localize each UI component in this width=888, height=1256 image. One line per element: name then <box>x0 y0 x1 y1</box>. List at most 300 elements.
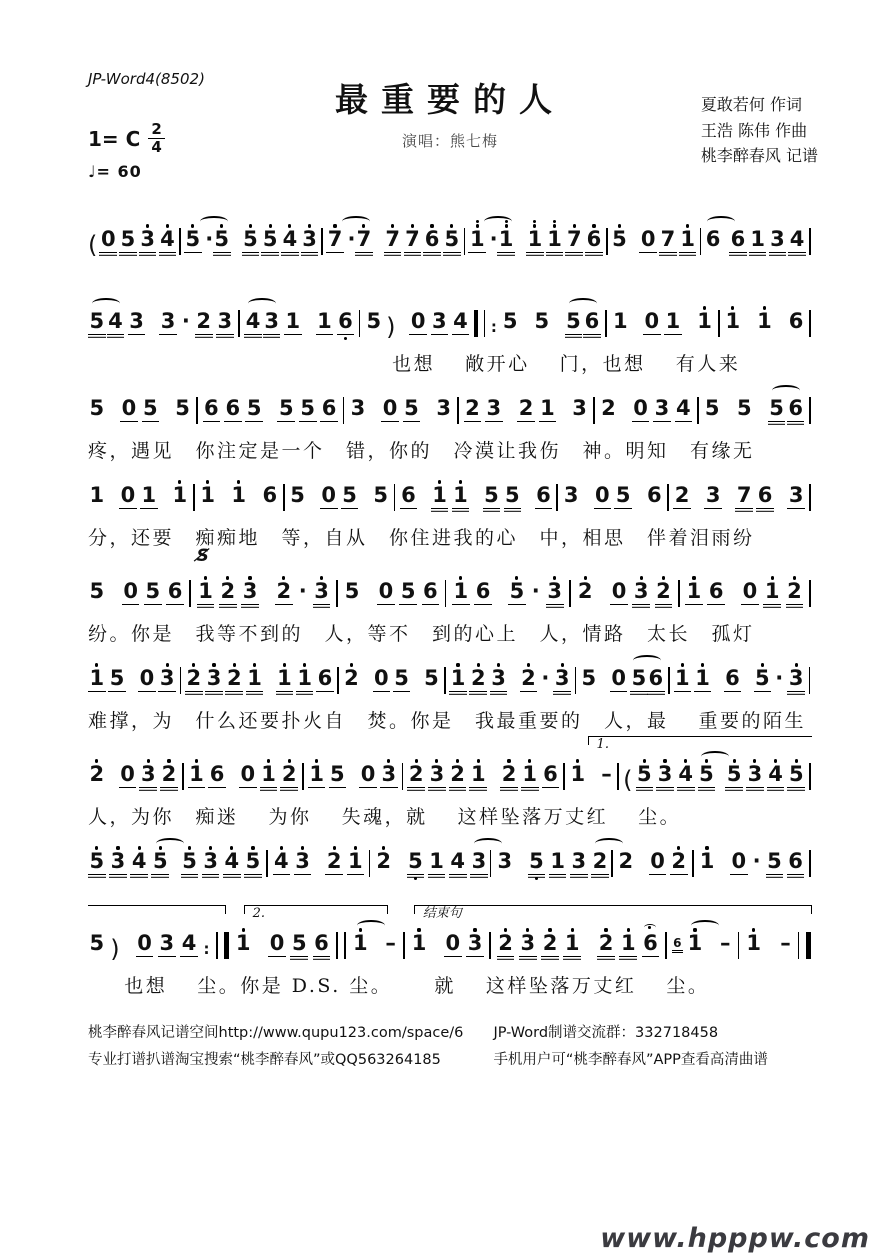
note-digit: 4 <box>676 395 691 420</box>
note-digit: 3 <box>520 930 536 955</box>
note-digit: 5 <box>484 482 499 507</box>
grace-digit: 6 <box>672 937 682 953</box>
note <box>562 470 580 521</box>
note <box>108 653 126 704</box>
note-digit: 2 <box>344 665 359 690</box>
barline <box>718 310 720 337</box>
note <box>685 566 703 617</box>
barline <box>484 310 486 337</box>
note-upper-dots <box>280 836 283 850</box>
slur-tie-arc <box>156 838 184 849</box>
barline <box>798 932 800 959</box>
note-digit: 1 <box>297 665 312 690</box>
barline <box>359 310 361 337</box>
note-digit: 3 <box>633 578 649 603</box>
note <box>570 836 588 887</box>
note-digit: 3 <box>159 930 175 955</box>
note <box>655 566 673 617</box>
note <box>199 470 217 521</box>
note-digit: 5 <box>246 395 262 420</box>
note <box>519 918 537 969</box>
note-upper-dots <box>116 836 119 850</box>
note-digit: 3 <box>140 226 155 251</box>
note-upper-dots <box>476 214 479 228</box>
note <box>280 749 298 800</box>
note <box>542 749 560 800</box>
note-digit: 0 <box>360 761 376 786</box>
barline <box>336 932 338 959</box>
note-digit: 0 <box>100 226 116 251</box>
note-digit: 3 <box>436 395 451 420</box>
note-upper-dots <box>573 214 576 228</box>
note-digit: 1 <box>498 226 514 251</box>
note-upper-dots <box>411 214 414 228</box>
note <box>225 653 243 704</box>
note-upper-dots <box>527 653 530 667</box>
note-upper-dots <box>761 653 764 667</box>
note <box>205 653 223 704</box>
note-upper-dots <box>320 566 323 580</box>
note <box>268 918 286 969</box>
note-digit: 0 <box>321 482 337 507</box>
note <box>549 836 567 887</box>
note-digit: 6 <box>584 308 600 333</box>
note <box>140 470 158 521</box>
barline-thick <box>224 932 229 959</box>
note-digit: 6 <box>757 482 773 507</box>
note-upper-dots <box>354 836 357 850</box>
note <box>508 566 526 617</box>
note <box>301 214 319 265</box>
note-digit: – <box>780 930 791 955</box>
note <box>707 566 725 617</box>
note-digit: 2 <box>498 930 513 955</box>
note <box>443 214 461 265</box>
footer-right <box>493 1020 812 1074</box>
note <box>343 566 361 617</box>
note <box>571 383 589 434</box>
note-digit: 3 <box>788 482 804 507</box>
note <box>431 470 449 521</box>
note <box>530 566 541 617</box>
note <box>372 470 390 521</box>
note-upper-dots <box>548 918 551 932</box>
grace-note <box>672 937 682 953</box>
barline <box>569 580 571 607</box>
note <box>400 470 418 521</box>
note <box>535 470 553 521</box>
note-digit: 7 <box>566 226 582 251</box>
note-upper-dots <box>303 653 306 667</box>
barline-thick <box>474 310 479 337</box>
note-digit: 3 <box>242 578 258 603</box>
note-digit: 5 <box>394 665 409 690</box>
note-upper-dots <box>166 214 169 228</box>
note <box>203 383 221 434</box>
note <box>756 470 774 521</box>
note-digit: 3 <box>657 761 673 786</box>
key-label: 1= C <box>88 126 141 151</box>
note-digit: 0 <box>269 930 285 955</box>
note-upper-dots <box>795 749 798 763</box>
note <box>553 653 571 704</box>
note <box>673 470 691 521</box>
note-upper-dots <box>584 566 587 580</box>
lyrics-line: 纷。你是 我等不到的 人，等不 到的心上 人，情路 太长 孤灯 <box>88 623 755 645</box>
note <box>208 749 226 800</box>
note-upper-dots <box>576 749 579 763</box>
note <box>639 214 657 265</box>
note <box>611 214 629 265</box>
footer-qq-group: JP-Word制谱交流群：332718458 <box>493 1025 719 1041</box>
lyrics-line: 也想 敞开心 门，也想 有人来 <box>392 353 741 375</box>
barline <box>445 580 447 607</box>
note <box>347 836 365 887</box>
note <box>224 383 242 434</box>
note-digit: 1 <box>570 761 586 786</box>
parenthesis: ( <box>88 231 98 259</box>
note-digit: 1 <box>429 848 444 873</box>
note-upper-dots <box>166 653 169 667</box>
note-digit: 4 <box>453 308 468 333</box>
note <box>281 214 299 265</box>
note-upper-dots <box>333 836 336 850</box>
barline <box>809 580 811 607</box>
note-upper-dots <box>681 653 684 667</box>
note-digit: 1 <box>198 578 213 603</box>
note-digit: 2 <box>89 761 105 786</box>
barline <box>489 932 491 959</box>
note-digit: 3 <box>129 308 144 333</box>
time-denominator: 4 <box>151 138 162 156</box>
note-upper-dots <box>315 749 318 763</box>
note-digit: 2 <box>501 761 517 786</box>
slur-tie-arc <box>484 216 512 227</box>
note-digit: 6 <box>708 578 724 603</box>
note <box>423 214 441 265</box>
note-digit: 1 <box>189 761 204 786</box>
note-digit: · <box>489 226 498 251</box>
note <box>541 918 559 969</box>
note-digit: 7 <box>327 226 343 251</box>
note-digit: 0 <box>121 395 137 420</box>
note-digit: 3 <box>350 395 366 420</box>
note <box>88 749 106 800</box>
note <box>158 653 176 704</box>
note-digit: 3 <box>467 930 483 955</box>
note-digit: 3 <box>491 665 506 690</box>
note-digit: 3 <box>314 578 329 603</box>
note-digit: 2 <box>450 761 465 786</box>
note <box>88 653 106 704</box>
note-digit: 5 <box>509 578 525 603</box>
note <box>497 918 515 969</box>
note-digit: 1 <box>450 665 466 690</box>
barline <box>575 667 577 694</box>
note-digit: 3 <box>788 665 804 690</box>
note-digit: 1 <box>309 761 324 786</box>
note <box>521 749 539 800</box>
note-upper-dots <box>147 749 150 763</box>
barline <box>697 397 699 424</box>
note-digit: 2 <box>465 395 480 420</box>
note <box>452 470 470 521</box>
note <box>202 836 220 887</box>
parenthesis: ( <box>623 766 633 794</box>
note-digit: 5 <box>737 395 752 420</box>
note-digit: 1 <box>725 308 741 333</box>
note-digit: 6 <box>209 761 225 786</box>
note <box>444 918 462 969</box>
note <box>325 836 343 887</box>
note <box>469 653 487 704</box>
slur-tie-arc <box>200 216 228 227</box>
note-digit: 3 <box>705 482 721 507</box>
note <box>320 383 338 434</box>
composer-credit: 王浩 陈伟 作曲 <box>700 120 808 140</box>
note <box>180 918 198 969</box>
note-digit: 2 <box>376 848 392 873</box>
note <box>197 566 215 617</box>
note-digit: 6 <box>536 482 551 507</box>
note-upper-dots <box>435 749 438 763</box>
note-digit: 3 <box>302 226 317 251</box>
note-upper-dots <box>795 653 798 667</box>
volta-label: 结束句 <box>422 906 462 921</box>
note <box>230 470 248 521</box>
note-digit: 1 <box>612 308 628 333</box>
octave-dot <box>553 220 556 223</box>
barline <box>809 397 811 424</box>
sheet-page <box>88 66 818 1074</box>
note <box>119 470 137 521</box>
note <box>239 749 257 800</box>
note-digit: 1 <box>261 761 276 786</box>
note-digit: 0 <box>731 848 747 873</box>
barline <box>668 667 670 694</box>
note <box>788 214 806 265</box>
note <box>119 214 137 265</box>
note-digit: 5 <box>342 482 357 507</box>
note-digit: 0 <box>742 578 758 603</box>
note-digit: 2 <box>656 578 671 603</box>
note-digit: 1 <box>277 665 292 690</box>
note <box>464 383 482 434</box>
note-upper-dots <box>703 296 706 310</box>
note-digit: 2 <box>518 395 534 420</box>
note-digit: 6 <box>424 226 440 251</box>
note-digit: 2 <box>521 665 536 690</box>
note-digit: 6 <box>262 482 278 507</box>
note-upper-dots <box>627 918 630 932</box>
note-digit: 6 <box>167 578 183 603</box>
note-upper-dots <box>333 214 336 228</box>
note-upper-dots <box>604 918 607 932</box>
note-upper-dots <box>282 566 285 580</box>
note <box>540 653 551 704</box>
note-digit: – <box>385 930 396 955</box>
note-upper-dots <box>477 749 480 763</box>
note-row <box>88 570 812 616</box>
note-digit: 1 <box>686 578 702 603</box>
note-row <box>88 474 812 520</box>
note <box>171 470 189 521</box>
note-upper-dots <box>662 566 665 580</box>
note <box>452 296 470 347</box>
note <box>343 653 361 704</box>
note-digit: 4 <box>224 848 240 873</box>
note-digit: 1 <box>550 848 565 873</box>
note <box>275 566 293 617</box>
note-upper-dots <box>387 749 390 763</box>
note <box>88 836 106 887</box>
octave-dot <box>533 220 536 223</box>
note-digit: 2 <box>618 848 634 873</box>
note-upper-dots <box>459 470 462 484</box>
note-digit: 3 <box>160 308 176 333</box>
note-digit: 0 <box>123 578 138 603</box>
note <box>786 566 804 617</box>
note-digit: 3 <box>770 226 785 251</box>
note-digit: 4 <box>274 848 289 873</box>
note-digit: 1 <box>247 665 262 690</box>
music-system <box>88 218 812 264</box>
note <box>359 749 377 800</box>
note-digit: 5 <box>534 308 550 333</box>
note-digit: 2 <box>674 482 690 507</box>
parenthesis: ) <box>110 935 120 963</box>
note <box>787 470 805 521</box>
note-upper-dots <box>288 214 291 228</box>
note <box>501 296 519 347</box>
note-digit: 0 <box>137 930 152 955</box>
note <box>653 383 671 434</box>
note <box>234 918 252 969</box>
note-upper-dots <box>267 749 270 763</box>
note-digit: 6 <box>543 761 558 786</box>
barline <box>193 484 195 511</box>
note-digit: 3 <box>203 848 218 873</box>
note-digit: 1 <box>750 226 765 251</box>
note <box>138 653 156 704</box>
note <box>246 653 264 704</box>
note <box>273 836 291 887</box>
note <box>520 653 538 704</box>
note <box>316 296 334 347</box>
note <box>632 566 650 617</box>
note <box>380 749 398 800</box>
note-digit: 0 <box>633 395 648 420</box>
note <box>185 653 203 704</box>
barline <box>665 932 667 959</box>
note <box>730 836 748 887</box>
note-digit: 1 <box>675 665 690 690</box>
note-digit: 6 <box>730 226 746 251</box>
note <box>428 749 446 800</box>
note <box>636 749 654 800</box>
barline-thick <box>806 932 811 959</box>
note-digit: 3 <box>571 848 587 873</box>
note <box>410 918 428 969</box>
barline <box>809 850 811 877</box>
note <box>399 566 417 617</box>
note-digit: 5 <box>373 482 388 507</box>
note-digit: 5 <box>245 848 261 873</box>
note <box>144 566 162 617</box>
lyrics-line: 疼，遇见 你注定是一个 错，你的 冷漠让我伤 神。明知 有缘无 <box>88 440 755 462</box>
generator-label: JP-Word4(8502) <box>88 70 205 88</box>
note-upper-dots <box>528 749 531 763</box>
note-digit: 1 <box>231 482 247 507</box>
note-digit: 5 <box>330 761 345 786</box>
note-digit: 3 <box>471 848 487 873</box>
note-upper-dots <box>456 749 459 763</box>
note-digit: 6 <box>204 395 219 420</box>
note-digit: 3 <box>486 395 502 420</box>
note-digit: 0 <box>374 665 389 690</box>
note <box>180 296 191 347</box>
note-digit: 5 <box>637 761 652 786</box>
note-digit: 1 <box>235 930 251 955</box>
note <box>409 296 427 347</box>
note-upper-dots <box>644 918 656 932</box>
volta-label: 2. <box>252 906 266 921</box>
note-digit: 1 <box>470 761 486 786</box>
note-upper-dots <box>507 749 510 763</box>
note <box>88 383 106 434</box>
note-upper-dots <box>553 214 556 228</box>
note <box>393 653 411 704</box>
note-digit: 6 <box>225 395 241 420</box>
barline <box>180 667 182 694</box>
note <box>349 383 367 434</box>
note <box>610 653 628 704</box>
note <box>320 470 338 521</box>
note-digit: 2 <box>577 578 593 603</box>
note <box>109 836 127 887</box>
note-digit: 6 <box>725 665 740 690</box>
note-digit: 1 <box>453 578 469 603</box>
note <box>735 470 753 521</box>
note <box>466 918 484 969</box>
music-system <box>88 546 812 646</box>
note <box>384 214 402 265</box>
note <box>546 566 564 617</box>
note-upper-dots <box>692 566 695 580</box>
note <box>88 470 106 521</box>
note-digit: 6 <box>643 930 658 955</box>
music-system <box>88 657 812 733</box>
note-digit: 1 <box>695 665 710 690</box>
note-upper-dots <box>242 918 245 932</box>
note-digit: 6 <box>401 482 416 507</box>
note <box>576 566 594 617</box>
octave-dot <box>476 220 479 223</box>
note-upper-dots <box>248 566 251 580</box>
note <box>677 749 695 800</box>
note <box>122 566 140 617</box>
slur-tie-arc <box>569 298 597 309</box>
note <box>485 383 503 434</box>
note <box>88 918 106 969</box>
note-digit: 5 <box>89 578 105 603</box>
note <box>195 296 213 347</box>
note <box>245 383 263 434</box>
note-digit: 1 <box>527 226 543 251</box>
note-upper-dots <box>195 749 198 763</box>
note-upper-dots <box>288 749 291 763</box>
note-digit: 1 <box>687 930 703 955</box>
